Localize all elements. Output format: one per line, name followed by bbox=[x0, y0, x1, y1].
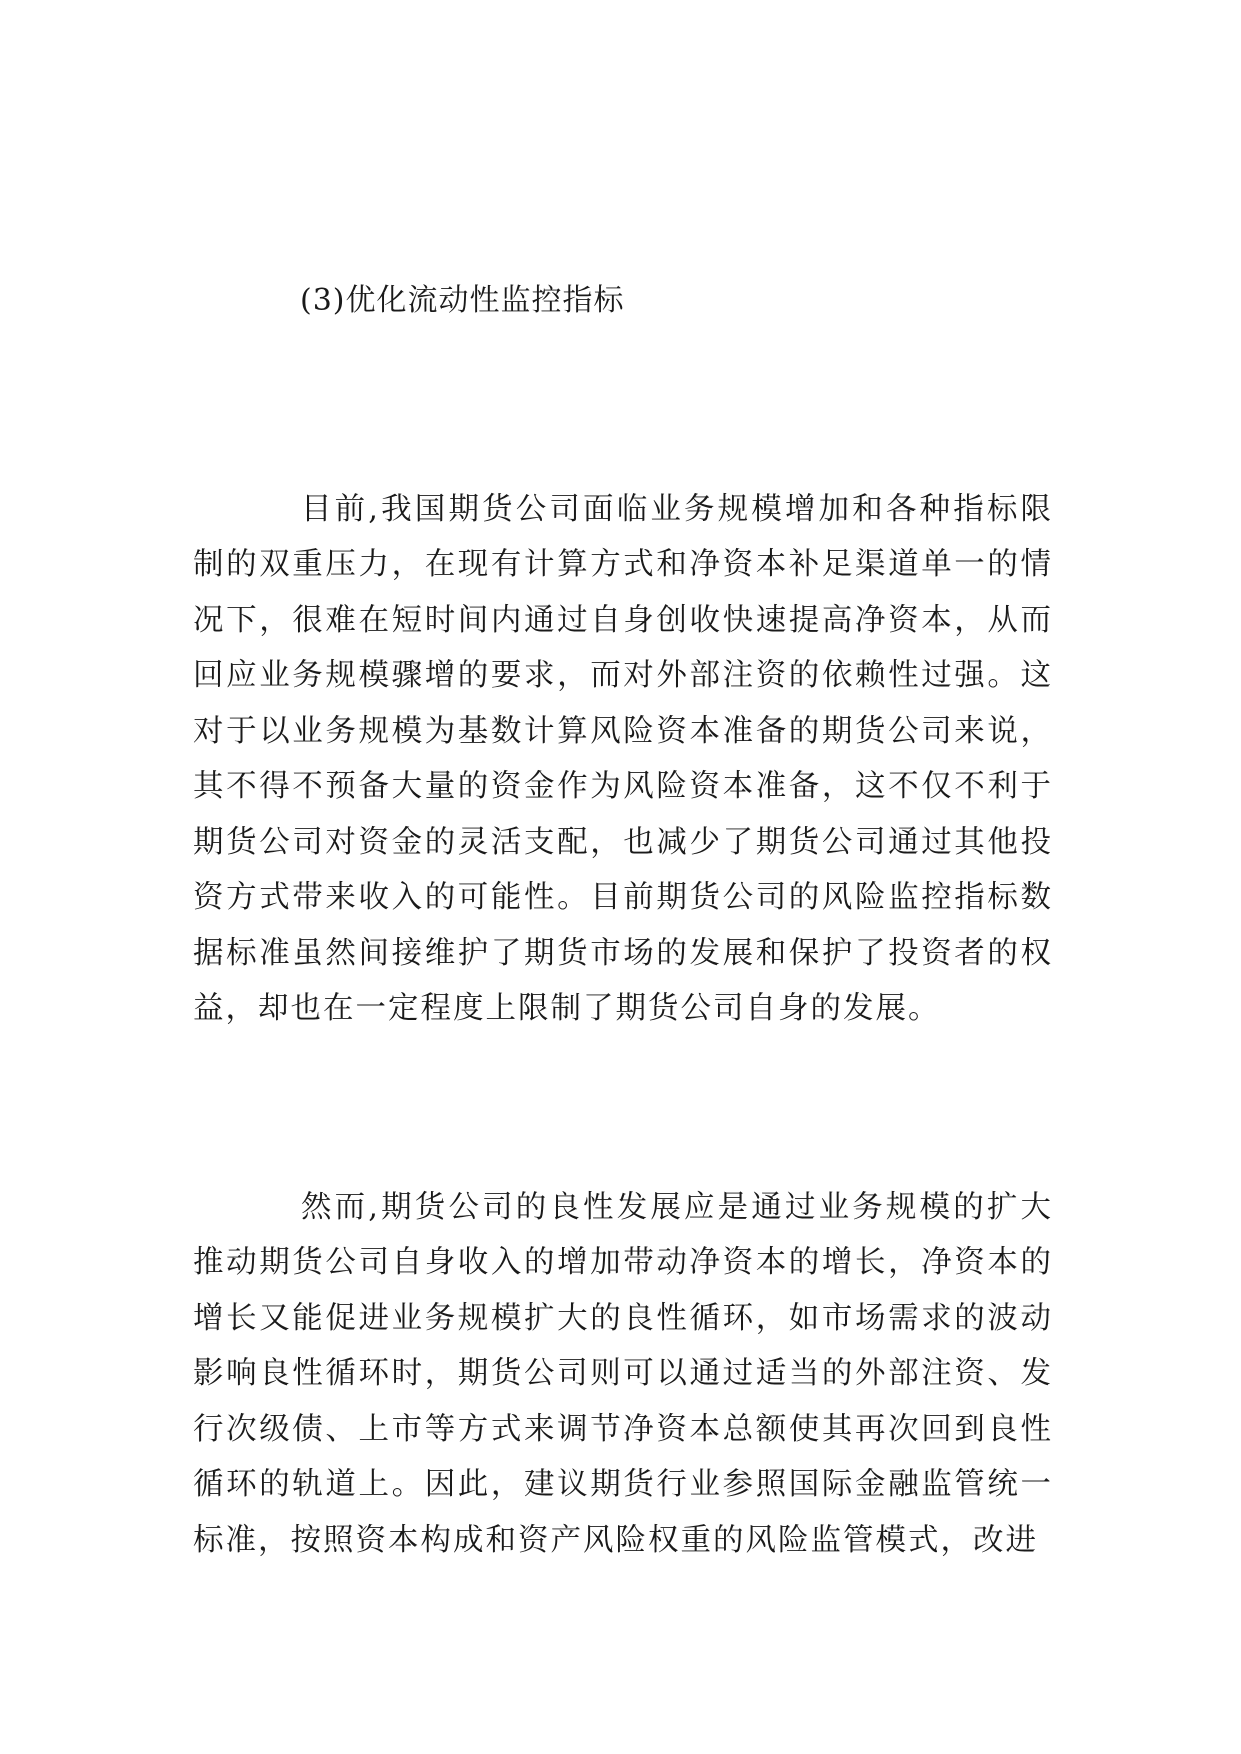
paragraph-healthy-development: 然而,期货公司的良性发展应是通过业务规模的扩大推动期货公司自身收入的增加带动净资本的增长，净资本的增长又能促进业务规模扩大的良性循环，如市场需求的波动影响良性循环时，期货公司则可以通过适当的外部注资、发行次级债、上市等方式来调节净资本总额使其再次回到良性循环的轨道上。因此，建议期货行业参照国际金融监管统一标准，按照资本构成和资产风险权重的风险监管模式，改进 bbox=[193, 1189, 1053, 1558]
section-heading: (3)优化流动性监控指标 bbox=[300, 283, 625, 318]
paragraph-current-situation: 目前,我国期货公司面临业务规模增加和各种指标限制的双重压力，在现有计算方式和净资本补足渠道单一的情况下，很难在短时间内通过自身创收快速提高净资本，从而回应业务规模骤增的要求，而对外部注资的依赖性过强。这对于以业务规模为基数计算风险资本准备的期货公司来说，其不得不预备大量的资金作为风险资本准备，这不仅不利于期货公司对资金的灵活支配，也减少了期货公司通过其他投资方式带来收入的可能性。目前期货公司的风险监控指标数据标准虽然间接维护了期货市场的发展和保护了投资者的权益，却也在一定程度上限制了期货公司自身的发展。 bbox=[193, 491, 1053, 1026]
